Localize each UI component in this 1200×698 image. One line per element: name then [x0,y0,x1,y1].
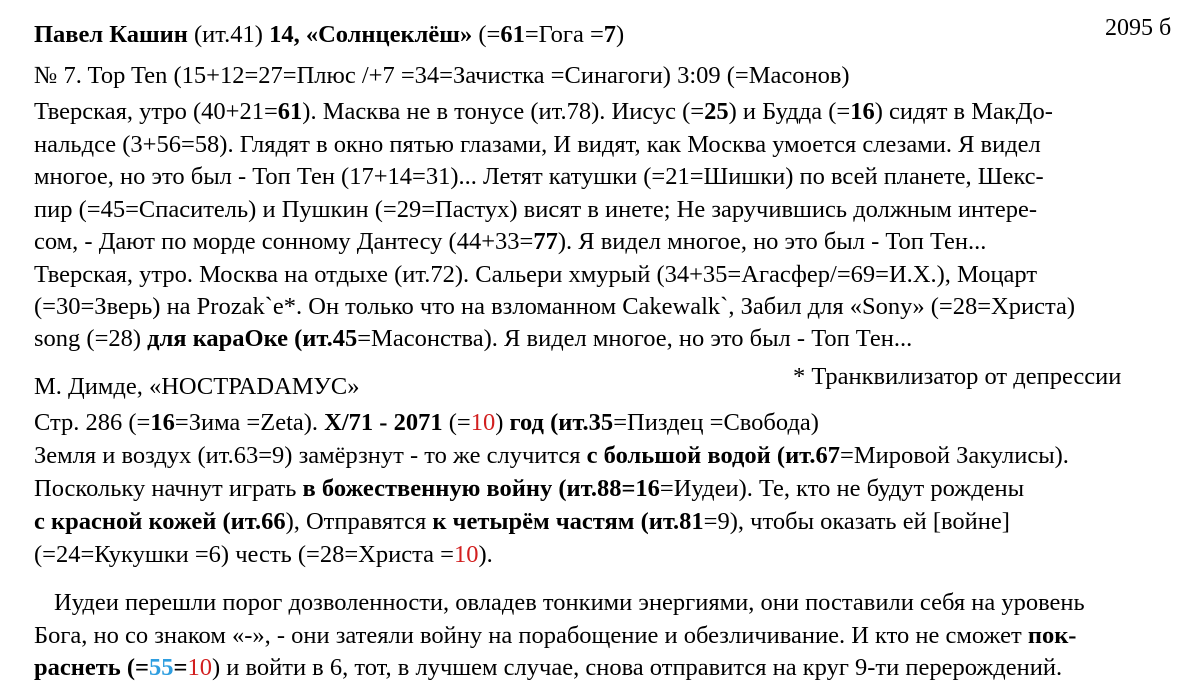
track-title: 14, «Солнцеклёш» [269,21,473,48]
bold-phrase: ит.81 [648,508,704,535]
text-fragment: Стр. 286 (= [34,409,151,436]
text-fragment: ). Я видел многое, но это был - Топ Тен... [557,228,987,255]
number-16: 16 [635,475,660,502]
prophecy-line [34,408,819,438]
bold-phrase: для караОке [147,325,288,352]
text-fragment: ). Масква не в тонусе (ит.78). Иисус (= [302,98,705,125]
number-7: 7 [603,21,617,48]
text-fragment: ) и Будда (= [728,98,851,125]
text-fragment: =9), чтобы оказать ей [войне] [703,508,1010,535]
bold-phrase: в божественную войну [302,475,553,502]
bold-phrase: с красной кожей [34,508,217,535]
bold-phrase: с большой водой [586,442,771,469]
page-number: 2095 б [1105,15,1172,41]
text-fragment: ) сидят в МакДо- [874,98,1053,125]
text-fragment: ) [616,21,625,48]
red-number-10: 10 [470,409,496,436]
bold-phrase: ит.88 [566,475,622,502]
text-fragment: (= [120,654,149,681]
text-fragment: (= [472,21,501,48]
text-fragment: ( [634,508,649,535]
bold-phrase: X/71 - 2071 [324,409,443,436]
text-fragment: =Мировой Закулисы). [840,442,1069,469]
lyrics-line [34,97,1053,127]
commentary-line [34,621,1076,651]
song-subtitle: № 7. Top Ten (15+12=27=Плюс /+7 =34=Зачистка =Синагоги) 3:09 (=Масонов) [34,62,850,89]
bold-phrase: ит.35 [558,409,614,436]
text-fragment: ), Отправятся [285,508,433,535]
bold-phrase: ит.66 [230,508,286,535]
red-number-10: 10 [187,654,212,681]
text-fragment: сом, - Дают по морде сонному Дантесу (44+33= [34,228,534,255]
text-fragment: Бога, но со знаком «-», - они затеяли войну на порабощение и обезличивание. И кто не сможет [34,622,1028,649]
text-fragment: ( [288,325,303,352]
text-fragment: (= [442,409,471,436]
lyrics-line: (=30=Зверь) на Prozak`e*. Он только что на взломанном Cakewalk`, Забил для «Sony» (=28=Христа) [34,293,1076,320]
author-name: Павел Кашин [34,21,188,48]
text-fragment: Поскольку начнут играть [34,475,303,502]
lyrics-line: нальдсе (3+56=58). Глядят в окно пятью глазами, И видят, как Москва умоется слезами. Я видел [34,131,1041,158]
number-16: 16 [150,409,175,436]
number-25: 25 [704,98,729,125]
bold-phrase: пок- [1027,622,1077,649]
text-fragment: ). [478,541,493,568]
number-61: 61 [500,21,525,48]
bold-phrase: раснеть [34,654,121,681]
text-fragment: = [173,654,188,681]
text-fragment: ( [216,508,231,535]
text-fragment: Тверская, утро (40+21= [34,98,278,125]
prophecy-line [34,474,1024,504]
text-fragment: ) [495,409,510,436]
commentary-line [34,653,1062,683]
bold-phrase: год [509,409,544,436]
text-fragment: ( [770,442,786,469]
lyrics-line: Тверская, утро. Москва на отдыхе (ит.72). Сальери хмурый (34+35=Агасфер/=69=И.Х.), Моцарт [34,261,1038,288]
blue-number-55: 55 [148,654,174,681]
text-fragment: Земля и воздух (ит.63=9) замёрзнут - то же случится [34,442,587,469]
commentary-line: Иудеи перешли порог дозволенности, овладев тонкими энергиями, они поставили себя на уровень [54,589,1085,616]
text-fragment: ( [552,475,567,502]
number-77: 77 [533,228,558,255]
lyrics-line [34,324,912,354]
text-fragment: (=24=Кукушки =6) честь (=28=Христа = [34,541,454,568]
red-number-10: 10 [453,541,479,568]
text-fragment: =Гога = [524,21,604,48]
bold-phrase: ит.67 [785,442,840,469]
section-title: М. Димде, «НОСТРАDAMУС» [34,373,360,400]
text-fragment: ( [543,409,559,436]
bold-phrase: к четырём частям [432,508,635,535]
text-fragment: = [621,475,636,502]
text-fragment: =Пиздец =Свобода) [613,409,819,436]
text-fragment: =Иудеи). Те, кто не будут рождены [659,475,1025,502]
number-16: 16 [850,98,875,125]
number-61: 61 [277,98,303,125]
text-fragment: song (=28) [34,325,148,352]
prophecy-line [34,507,1010,537]
text-fragment: =Зима =Zeta). [174,409,325,436]
album-note: (ит.41) [187,21,270,48]
lyrics-line: пир (=45=Спаситель) и Пушкин (=29=Пастух) висят в инете; Не заручившись должным интере- [34,196,1038,223]
text-fragment: =Масонства). Я видел многое, но это был - Топ Тен... [357,325,913,352]
bold-phrase: ит.45 [302,325,358,352]
lyrics-line: многое, но это был - Топ Тен (17+14=31)... Летят катушки (=21=Шишки) по всей планете, Шекс- [34,163,1044,190]
footnote: * Транквилизатор от депрессии [793,363,1122,390]
header-line [34,20,624,50]
prophecy-line [34,540,493,570]
lyrics-line [34,227,986,257]
text-fragment: ) и войти в 6, тот, в лучшем случае, снова отправится на круг 9-ти перерождений. [211,654,1063,681]
prophecy-line [34,441,1069,471]
